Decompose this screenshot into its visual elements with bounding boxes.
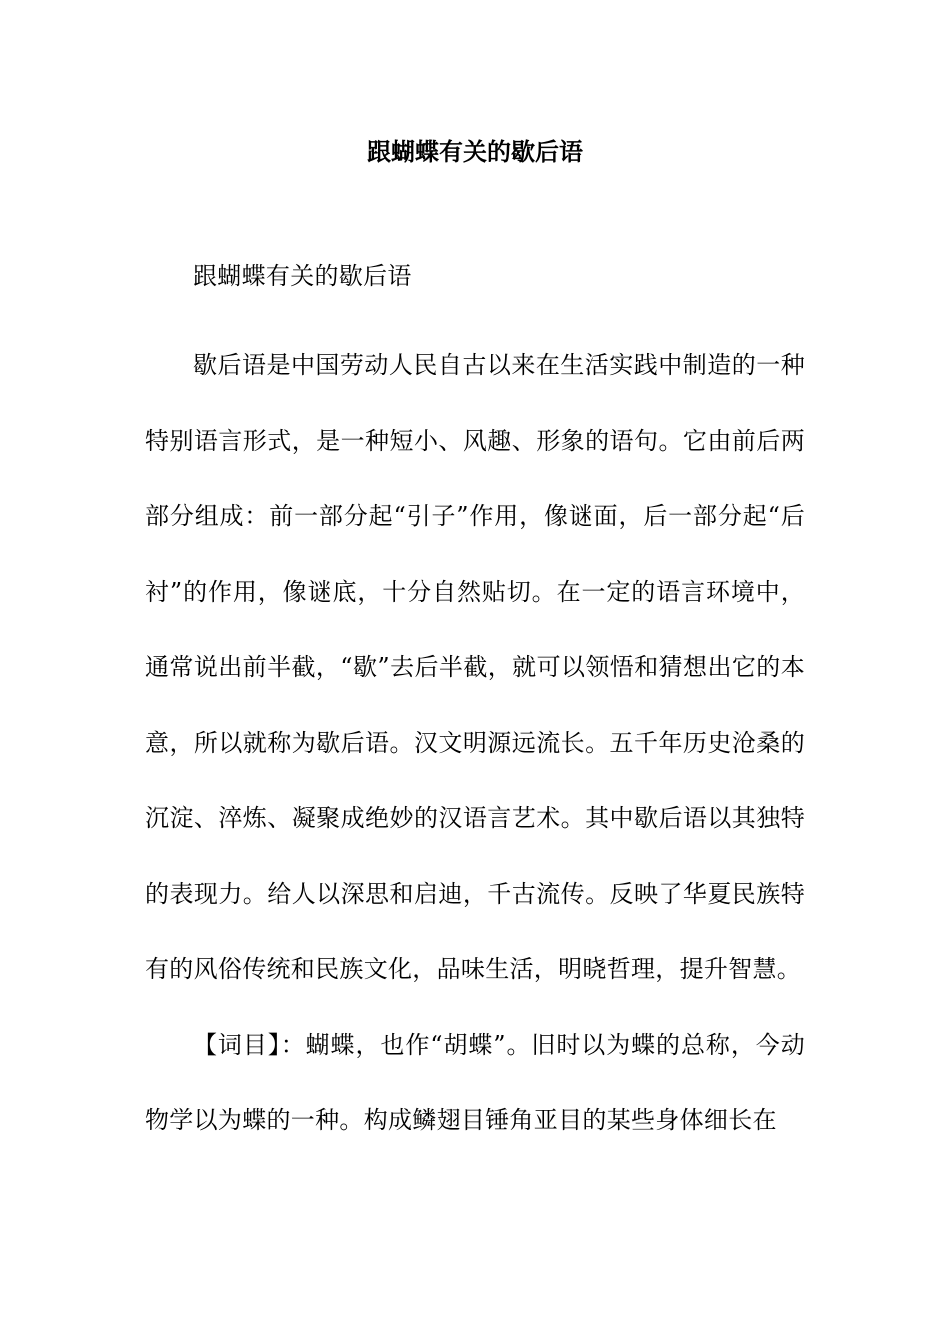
document-body (145, 253, 805, 1159)
paragraph-entry: 【词目】：蝴蝶，也作“胡蝶”。旧时以为蝶的总称，今动物学以为蝶的一种。构成鳞翅目锤角亚目的某些身体细长在 (145, 1030, 805, 1134)
paragraph-intro: 歇后语是中国劳动人民自古以来在生活实践中制造的一种特别语言形式，是一种短小、风趣、形象的语句。它由前后两部分组成：前一部分起“引子”作用，像谜面，后一部分起“后衬”的作用，像谜底，十分自然贴切。在一定的语言环境中，通常说出前半截，“歇”去后半截，就可以领悟和猜想出它的本意，所以就称为歇后语。汉文明源远流长。五千年历史沧桑的沉淀、淬炼、凝聚成绝妙的汉语言艺术。其中歇后语以其独特的表现力。给人以深思和启迪，千古流传。反映了华夏民族特有的风俗传统和民族文化，品味生活，明晓哲理，提升智慧。 (145, 351, 805, 983)
paragraph-subtitle: 跟蝴蝶有关的歇后语 (193, 262, 412, 290)
document-title: 跟蝴蝶有关的歇后语 (367, 137, 583, 166)
